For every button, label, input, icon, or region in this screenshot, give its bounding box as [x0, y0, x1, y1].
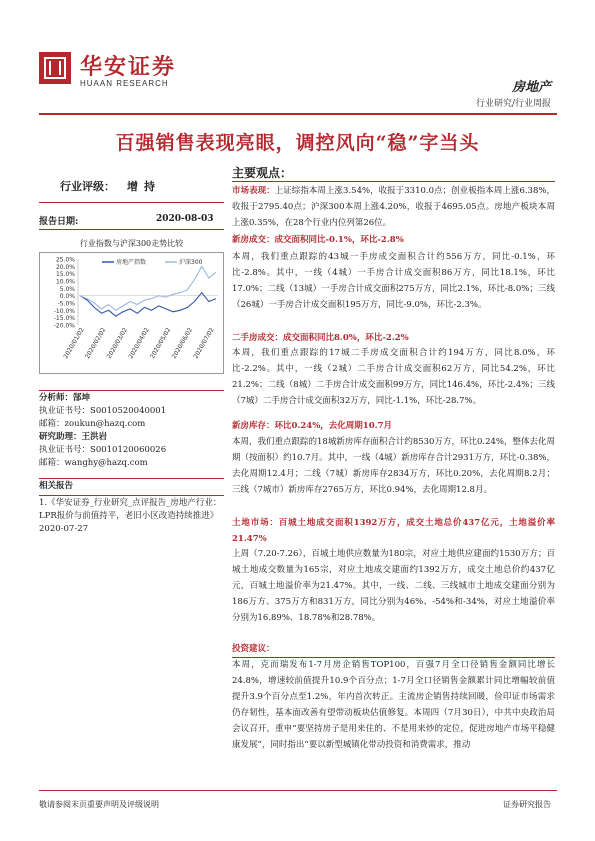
inventory-heading: 新房库存：环比0.24%，去化周期10.7月 — [232, 421, 392, 431]
legend-label: 房地产指数 — [116, 259, 147, 266]
left-divider — [39, 229, 224, 230]
assistant-license: 执业证书号：S0010120060026 — [39, 445, 167, 455]
assistant-label: 研究助理： — [39, 432, 82, 442]
rating-label: 行业评级： — [60, 180, 115, 193]
analyst-license: 执业证书号：S0010520040001 — [39, 406, 167, 416]
report-date-label: 报告日期: — [39, 217, 79, 227]
x-tick-label: 2020/05/02 — [149, 326, 173, 360]
market-performance-text: 上证综指本周上涨3.54%，收报于3310.0点；创业板指本周上涨6.38%，收报于2795.40点；沪深300本周上涨4.20%，收报于4695.05点。房地产板块本周上涨0.35%，在28个行业内位列第26位。 — [232, 186, 555, 228]
y-tick-label: -15.0% — [53, 315, 75, 323]
sector-label: 房地产 — [511, 80, 551, 95]
footer-label: 证券研究报告 — [503, 800, 551, 809]
y-tick-label: -5.0% — [57, 300, 75, 308]
footer-disclaimer: 敬请参阅末页重要声明及评级说明 — [39, 800, 159, 809]
land-market-paragraph: 上周（7.20-7.26），百城土地供应数量为180宗，对应土地供应建面约1530万方；百城土地成交数量为165宗，对应土地成交建面约1392万方，成交土地总价约437亿元，百城土地溢价率为21.47%。其中，一线、二线、三线城市土地成交建面分别为186万方、375万方和831万方，同比分别为46%、-54%和-34%，对应土地溢价率分别为16.89%、18.78%和28.78%。 — [232, 549, 555, 623]
x-tick-label: 2020/06/02 — [170, 326, 195, 360]
x-tick-label: 2020/01/02 — [62, 326, 86, 360]
y-tick-label: -10.0% — [53, 307, 75, 315]
market-performance-paragraph — [232, 183, 555, 231]
related-reports — [39, 480, 224, 536]
related-report-link[interactable]: 1.《华安证券_行业研究_点评报告_房地产行业：LPR报价与前值持平，老旧小区改造持续推进》2020-07-27 — [39, 498, 222, 534]
chart-title: 行业指数与沪深300走势比较 — [79, 239, 184, 248]
related-heading: 相关报告 — [39, 481, 74, 491]
report-date-value: 2020-08-03 — [156, 214, 214, 224]
x-tick-label: 2020/04/02 — [127, 326, 151, 360]
y-tick-label: 10.0% — [55, 278, 75, 286]
rating-value: 增持 — [127, 180, 161, 193]
investment-advice-heading: 投资建议： — [232, 644, 275, 654]
y-tick-label: 20.0% — [55, 263, 75, 271]
new-home-heading: 新房成交：成交面积同比-0.1%，环比-2.8% — [232, 235, 404, 245]
market-performance-heading: 市场表现： — [232, 186, 275, 196]
x-tick-label: 2020/02/02 — [84, 326, 108, 360]
y-tick-label: -20.0% — [53, 322, 75, 330]
legend-label: 沪深300 — [179, 259, 203, 266]
report-title: 百强销售表现亮眼，调控风向“稳”字当头 — [115, 132, 480, 154]
x-tick-label: 2020/07/02 — [192, 326, 216, 360]
left-divider — [39, 202, 224, 203]
footer-divider — [39, 790, 557, 791]
second-hand-paragraph: 本周，我们重点跟踪的17城二手房成交面积合计约194万方，同比8.0%，环比-2.2%。其中，一线（2城）二手房合计成交面积62万方，同比54.2%，环比21.2%；二线（8城）二手房合计成交面积99万方，同比146.4%，环比-2.4%；三线（7城）二手房合计成交面积32万方，同比-1.1%，环比-28.7%。 — [232, 348, 555, 406]
second-hand-heading: 二手房成交：成交面积同比8.0%，环比-2.2% — [232, 333, 409, 343]
series-line-property-index — [80, 293, 216, 317]
analyst-name: 郜坤 — [73, 393, 91, 403]
main-points-heading: 主要观点： — [232, 166, 293, 180]
company-logo-english: HUAAN RESEARCH — [80, 79, 169, 88]
x-tick-label: 2020/03/02 — [105, 326, 130, 360]
new-home-paragraph: 本周，我们重点跟踪的43城一手房成交面积合计约556万方，同比-0.1%，环比-2.8%。其中，一线（4城）一手房合计成交面积86万方，同比18.1%，环比17.0%；二线（13城）一手房合计成交面积275万方，同比2.1%，环比-8.0%；三线（26城）一手房合计成交面积195万方，同比-9.0%，环比-2.3%。 — [232, 252, 555, 310]
chart-svg — [40, 253, 223, 373]
y-tick-label: 25.0% — [55, 256, 75, 264]
assistant-email[interactable]: 邮箱：wanghy@hazq.com — [39, 458, 148, 468]
analyst-email[interactable]: 邮箱：zoukun@hazq.com — [39, 419, 146, 429]
series-line-csi300 — [80, 266, 216, 310]
y-tick-label: 0.0% — [59, 293, 75, 301]
assistant-name: 王洪岩 — [81, 432, 108, 442]
y-tick-label: 15.0% — [55, 271, 75, 279]
company-logo-text: 华安证券 — [80, 55, 177, 80]
industry-rating — [60, 178, 161, 194]
land-market-heading: 土地市场：百城土地成交面积1392万方，成交土地总价437亿元，土地溢价率21.47% — [232, 518, 555, 544]
analyst-info — [39, 392, 166, 470]
related-divider — [39, 495, 224, 496]
report-type: 行业研究/行业周报 — [475, 99, 551, 109]
left-divider — [39, 390, 224, 391]
main-divider — [232, 181, 555, 182]
index-comparison-chart — [39, 252, 224, 374]
left-divider — [39, 478, 224, 479]
analyst-label: 分析师： — [39, 393, 74, 403]
company-logo-mark — [39, 52, 71, 84]
inventory-paragraph: 本周，我们重点跟踪的18城新房库存面积合计约8530万方，环比0.24%，整体去化周期（按面积）约10.7月。其中，一线（4城）新房库存合计2931万方，环比-0.38%，去化周期12.4月；二线（7城）新房库存2834万方，环比0.20%，去化周期8.2月；三线（7城市）新房库存2765万方，环比0.94%，去化周期12.8月。 — [232, 437, 555, 495]
y-tick-label: 5.0% — [59, 285, 75, 293]
header-divider — [39, 113, 557, 115]
investment-advice-paragraph: 本周，克而瑞发布1-7月房企销售TOP100，百强7月全口径销售金额同比增长24.8%，增速较前值提升10.9个百分点；1-7月全口径销售金额累计同比增幅较前值提升3.9个百分点至1.2%，年内首次转正。主流房企销售持续回暖，俭印证市场需求仍存韧性，基本面改善有望带动板块估值修复。本周四（7月30日），中共中央政治局会议召开，重申“要坚持房子是用来住的、不是用来炒的定位，促进房地产市场平稳健康发展”，同时指出“要以新型城镇化带动投资和消费需求，推动 — [232, 660, 555, 750]
